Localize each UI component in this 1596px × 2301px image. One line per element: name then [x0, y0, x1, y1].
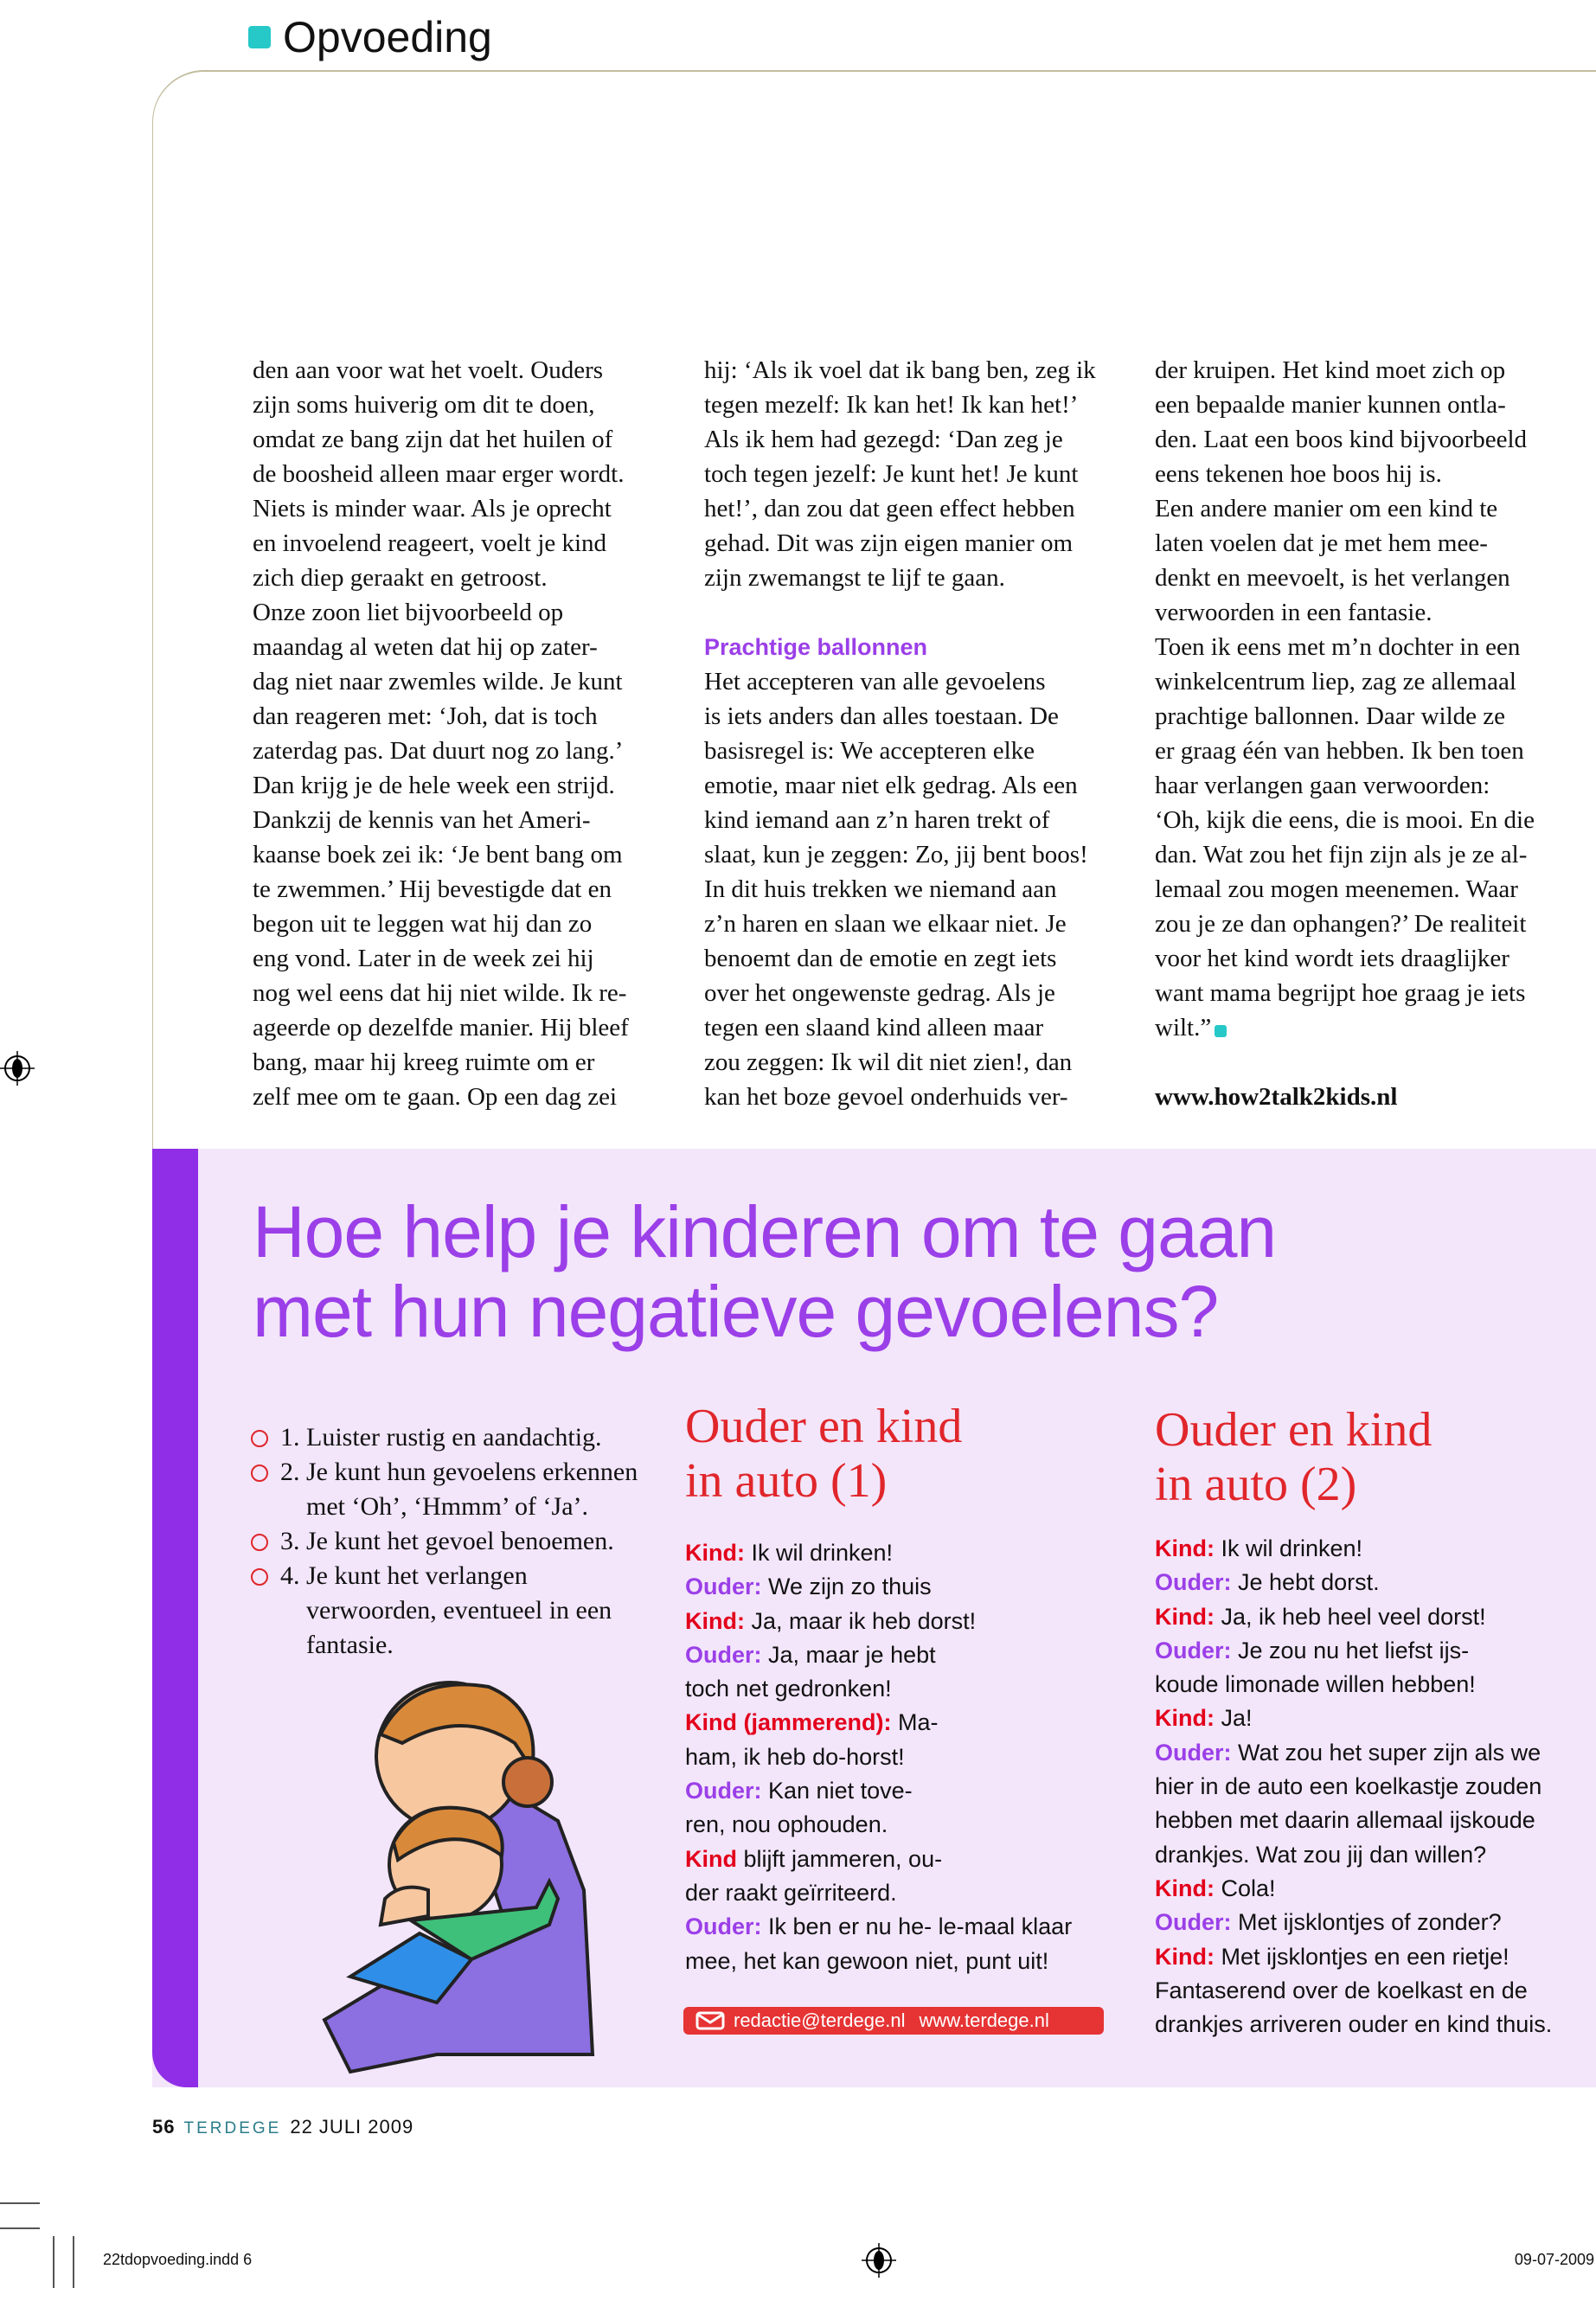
text-line: Een andere manier om een kind te	[1155, 495, 1498, 522]
text-line: den. Laat een boos kind bijvoorbeeld	[1155, 426, 1528, 453]
dialogue-line	[685, 1740, 1072, 1774]
dialogue-text: We zijn zo thuis	[761, 1574, 932, 1600]
text-line: zijn soms huiverig om dit te doen,	[253, 391, 595, 419]
dialogue-text: Met ijsklontjes of zonder?	[1231, 1909, 1502, 1936]
text-line: zelf mee om te gaan. Op een dag zei	[253, 1083, 618, 1111]
dialogue-line	[685, 1774, 1072, 1808]
tip-box-bar	[152, 1149, 198, 2087]
slug-date: 09-07-2009	[1514, 2251, 1594, 2268]
text-line: gehad. Dit was zijn eigen manier om	[704, 529, 1074, 557]
dialogue-text: Ma-	[891, 1709, 939, 1736]
car1-title	[685, 1400, 1072, 1509]
speaker-label: Ouder:	[1155, 1637, 1232, 1663]
speaker-label: Ouder:	[1155, 1569, 1232, 1596]
dialogue-line	[1155, 1906, 1552, 1939]
car2-section	[1155, 1403, 1552, 2041]
dialogue-line	[1155, 1974, 1552, 2008]
circle-bullet-icon	[251, 1430, 268, 1447]
section-title: Opvoeding	[283, 13, 492, 61]
magazine-name: TERDEGE	[183, 2119, 282, 2138]
end-mark-icon	[1215, 1025, 1227, 1037]
dialogue-text: drankjes. Wat zou jij dan willen?	[1155, 1841, 1487, 1868]
text-line: zaterdag pas. Dat duurt nog zo lang.’	[253, 737, 624, 765]
tip-text: Luister rustig en aandachtig.	[306, 1423, 602, 1452]
speaker-label: Kind:	[685, 1540, 745, 1566]
tip-number: 2.	[280, 1458, 300, 1486]
dialogue-line	[1155, 1736, 1552, 1770]
text-line: eens tekenen hoe boos hij is.	[1155, 460, 1442, 488]
text-line: voor het kind wordt iets draaglijker	[1155, 945, 1509, 972]
spacer	[1155, 1045, 1579, 1080]
text-line: emotie, maar niet elk gedrag. Als een	[704, 772, 1078, 799]
text-line: te zwemmen.’ Hij bevestigde dat en	[253, 875, 612, 903]
dialogue-line	[1155, 1804, 1552, 1837]
dialogue-line	[1155, 1838, 1552, 1872]
dialogue-text: Ja!	[1214, 1705, 1253, 1732]
tip-box-title	[253, 1192, 1276, 1351]
text-line: hij: ‘Als ik voel dat ik bang ben, zeg ik	[704, 356, 1096, 384]
text-line: zou je ze dan ophangen?’ De realiteit	[1155, 910, 1527, 938]
text-line: dan reageren met: ‘Joh, dat is toch	[253, 702, 598, 730]
dialogue-line	[685, 1808, 1072, 1842]
page-number: 56	[152, 2116, 176, 2138]
car2-dialogue	[1155, 1532, 1552, 2041]
tip-item	[251, 1455, 652, 1524]
dialogue-line	[685, 1876, 1072, 1910]
dialogue-text: ham, ik heb do-horst!	[685, 1743, 905, 1770]
text-line: het!’, dan zou dat geen effect hebben	[704, 495, 1075, 522]
dialogue-text: Ik wil drinken!	[1214, 1535, 1363, 1561]
text-line: Niets is minder waar. Als je oprecht	[253, 495, 612, 522]
dialogue-text: der raakt geïrriteerd.	[685, 1879, 897, 1906]
text-line: kind iemand aan z’n haren trekt of	[704, 806, 1050, 834]
text-line: de boosheid alleen maar erger wordt.	[253, 460, 625, 488]
article-column-3	[1155, 353, 1579, 1114]
registration-mark-icon	[862, 2243, 896, 2278]
title-line: Ouder en kind	[685, 1400, 963, 1453]
speaker-label: Ouder:	[685, 1913, 762, 1940]
dialogue-text: Kan niet tove-	[761, 1778, 913, 1804]
circle-bullet-icon	[251, 1568, 268, 1586]
text-line: verwoorden in een fantasie.	[1155, 599, 1433, 626]
speaker-label: Ouder:	[685, 1641, 762, 1668]
speaker-label: Ouder:	[1155, 1739, 1232, 1766]
dialogue-line	[1155, 1872, 1552, 1906]
contact-badge	[683, 2007, 1104, 2035]
title-line: met hun negatieve gevoelens?	[253, 1271, 1219, 1352]
speaker-label: Kind:	[1155, 1875, 1215, 1901]
text-line: Als ik hem had gezegd: ‘Dan zeg je	[704, 426, 1063, 453]
text-line: benoemt dan de emotie en zegt iets	[704, 945, 1057, 972]
dialogue-text: Ja, ik heb heel veel dorst!	[1214, 1603, 1486, 1630]
section-header	[248, 12, 492, 62]
tip-text: Je kunt het gevoel benoemen.	[306, 1527, 614, 1555]
spacer	[704, 595, 1128, 630]
text-line: Het accepteren van alle gevoelens	[704, 668, 1046, 695]
text-line: tegen mezelf: Ik kan het! Ik kan het!’	[704, 391, 1079, 419]
dialogue-line	[1155, 1770, 1552, 1804]
dialogue-text: drankjes arriveren ouder en kind thuis.	[1155, 2011, 1553, 2038]
text-line: tegen een slaand kind alleen maar	[704, 1014, 1044, 1042]
tip-item	[251, 1524, 652, 1559]
dialogue-text: Fantaserend over de koelkast en de	[1155, 1977, 1528, 2003]
dialogue-text: Ja, maar ik heb dorst!	[744, 1607, 977, 1634]
crop-mark	[73, 2236, 74, 2288]
speaker-label: Kind:	[1155, 1943, 1215, 1970]
dialogue-text: koude limonade willen hebben!	[1155, 1671, 1476, 1698]
registration-mark-icon	[0, 1051, 35, 1086]
title-line: in auto (2)	[1155, 1458, 1357, 1511]
source-link[interactable]: www.how2talk2kids.nl	[1155, 1083, 1398, 1111]
text-line: ageerde op dezelfde manier. Hij bleef	[253, 1014, 629, 1042]
text-line: laten voelen dat je met hem mee-	[1155, 529, 1488, 557]
circle-bullet-icon	[251, 1465, 268, 1482]
text-line: dan. Wat zou het fijn zijn als je ze al-	[1155, 841, 1528, 868]
dialogue-line	[685, 1638, 1072, 1672]
dialogue-text: Cola!	[1214, 1875, 1276, 1901]
text-line: lemaal zou mogen meenemen. Waar	[1155, 875, 1518, 903]
text-line: Dan krijg je de hele week een strijd.	[253, 772, 615, 799]
tip-text: Je kunt het verlangen verwoorden, eventueel in een fantasie.	[306, 1561, 612, 1659]
car2-title	[1155, 1403, 1552, 1512]
crop-mark	[53, 2236, 54, 2288]
text-line: basisregel is: We accepteren elke	[704, 737, 1035, 765]
text-line: want mama begrijpt hoe graag je iets	[1155, 979, 1526, 1007]
crop-mark	[0, 2227, 40, 2229]
title-line: in auto (1)	[685, 1454, 888, 1508]
dialogue-line	[685, 1706, 1072, 1740]
slug-filename: 22tdopvoeding.indd 6	[103, 2251, 253, 2268]
dialogue-text: Ik ben er nu he- le-maal klaar	[761, 1913, 1073, 1940]
dialogue-text: hier in de auto een koelkastje zouden	[1155, 1773, 1542, 1800]
text-line: kan het boze gevoel onderhuids ver-	[704, 1083, 1068, 1111]
text-line: Onze zoon liet bijvoorbeeld op	[253, 599, 564, 626]
section-square-icon	[248, 26, 271, 48]
dialogue-line	[685, 1672, 1072, 1706]
mother-child-illustration	[298, 1674, 619, 2080]
title-line: Hoe help je kinderen om te gaan	[253, 1191, 1277, 1272]
text-line: eng vond. Later in de week zei hij	[253, 945, 594, 972]
dialogue-line	[1155, 1668, 1552, 1702]
dialogue-line	[685, 1570, 1072, 1604]
dialogue-text: Je hebt dorst.	[1231, 1569, 1380, 1596]
text-line: is iets anders dan alles toestaan. De	[704, 702, 1059, 730]
page-footer	[152, 2116, 413, 2138]
tip-number: 3.	[280, 1527, 300, 1555]
dialogue-text: toch net gedronken!	[685, 1676, 892, 1702]
text-line: nog wel eens dat hij niet wilde. Ik re-	[253, 979, 627, 1007]
tip-number: 4.	[280, 1561, 300, 1590]
dialogue-line	[1155, 2008, 1552, 2041]
tip-text: Je kunt hun gevoelens erkennen met ‘Oh’, ‘Hmmm’ of ‘Ja’.	[306, 1458, 638, 1521]
speaker-label: Ouder:	[685, 1574, 762, 1600]
text-line: Toen ik eens met m’n dochter in een	[1155, 633, 1521, 661]
crop-mark	[0, 2202, 40, 2204]
car1-dialogue	[685, 1536, 1072, 1978]
text-line: ‘Oh, kijk die eens, die is mooi. En die	[1155, 806, 1535, 834]
text-line: Dankzij de kennis van het Ameri-	[253, 806, 591, 834]
text-line: winkelcentrum liep, zag ze allemaal	[1155, 668, 1516, 695]
dialogue-text: blijft jammeren, ou-	[737, 1845, 943, 1872]
text-line: omdat ze bang zijn dat het huilen of	[253, 426, 613, 453]
dialogue-text: Ja, maar je hebt	[761, 1641, 936, 1668]
text-line: er graag één van hebben. Ik ben toen	[1155, 737, 1524, 765]
dialogue-line	[1155, 1702, 1552, 1735]
title-line: Ouder en kind	[1155, 1403, 1433, 1457]
text-line: zijn zwemangst te lijf te gaan.	[704, 564, 1005, 592]
dialogue-line	[685, 1605, 1072, 1638]
contact-website[interactable]: www.terdege.nl	[919, 2009, 1049, 2031]
dialogue-line	[1155, 1532, 1552, 1566]
text-line: slaat, kun je zeggen: Zo, jij bent boos!	[704, 841, 1088, 868]
text-line: zich diep geraakt en getroost.	[253, 564, 548, 592]
dialogue-text: Ik wil drinken!	[744, 1540, 894, 1566]
text-line: en invoelend reageert, voelt je kind	[253, 529, 607, 557]
text-line: den aan voor wat het voelt. Ouders	[253, 356, 604, 384]
dialogue-text: ren, nou ophouden.	[685, 1811, 888, 1838]
speaker-label: Kind (jammerend):	[685, 1709, 892, 1736]
speaker-label: Kind:	[1155, 1603, 1215, 1630]
text-line: In dit huis trekken we niemand aan	[704, 875, 1057, 903]
dialogue-line	[1155, 1634, 1552, 1668]
text-line: z’n haren en slaan we elkaar niet. Je	[704, 910, 1067, 938]
dialogue-line	[685, 1910, 1072, 1944]
dialogue-text: hebben met daarin allemaal ijskoude	[1155, 1807, 1535, 1834]
dialogue-line	[1155, 1600, 1552, 1634]
contact-email[interactable]: redactie@terdege.nl	[734, 2009, 906, 2031]
speaker-label: Kind:	[1155, 1535, 1215, 1561]
issue-date: 22 JULI 2009	[290, 2116, 414, 2138]
tip-item	[251, 1559, 652, 1663]
dialogue-text: Je zou nu het liefst ijs-	[1231, 1637, 1470, 1663]
text-line: een bepaalde manier kunnen ontla-	[1155, 391, 1506, 419]
speaker-label: Kind:	[1155, 1705, 1215, 1732]
article-column-1	[253, 353, 676, 1114]
text-line: bang, maar hij kreeg ruimte om er	[253, 1048, 595, 1076]
tip-number: 1.	[280, 1423, 300, 1452]
text-line: denkt en meevoelt, is het verlangen	[1155, 564, 1510, 592]
tip-item	[251, 1420, 652, 1455]
text-line: maandag al weten dat hij op zater-	[253, 633, 598, 661]
text-line: wilt.”	[1155, 1010, 1579, 1045]
text-line: over het ongewenste gedrag. Als je	[704, 979, 1055, 1007]
article-column-2	[704, 353, 1128, 1114]
text-line: begon uit te leggen wat hij dan zo	[253, 910, 593, 938]
dialogue-line	[1155, 1940, 1552, 1974]
text-line: kaanse boek zei ik: ‘Je bent bang om	[253, 841, 623, 868]
text-line: der kruipen. Het kind moet zich op	[1155, 356, 1506, 384]
speaker-label: Kind	[685, 1845, 737, 1872]
text-line: toch tegen jezelf: Je kunt het! Je kunt	[704, 460, 1079, 488]
dialogue-line	[685, 1945, 1072, 1978]
dialogue-text: mee, het kan gewoon niet, punt uit!	[685, 1947, 1049, 1974]
envelope-icon	[695, 2011, 725, 2030]
car1-section	[685, 1400, 1072, 1978]
text-line: zou zeggen: Ik wil dit niet zien!, dan	[704, 1048, 1073, 1076]
text-line: prachtige ballonnen. Daar wilde ze	[1155, 702, 1506, 730]
speaker-label: Kind:	[685, 1607, 745, 1634]
tips-list	[251, 1420, 652, 1663]
text-line: dag niet naar zwemles wilde. Je kunt	[253, 668, 623, 695]
speaker-label: Ouder:	[685, 1778, 762, 1804]
dialogue-line	[1155, 1566, 1552, 1599]
text-line: haar verlangen gaan verwoorden:	[1155, 772, 1490, 799]
speaker-label: Ouder:	[1155, 1909, 1232, 1936]
dialogue-text: Met ijsklontjes en een rietje!	[1214, 1943, 1509, 1970]
circle-bullet-icon	[251, 1534, 268, 1551]
subheading: Prachtige ballonnen	[704, 634, 928, 660]
dialogue-line	[685, 1843, 1072, 1876]
dialogue-text: Wat zou het super zijn als we	[1231, 1739, 1542, 1766]
dialogue-line	[685, 1536, 1072, 1570]
